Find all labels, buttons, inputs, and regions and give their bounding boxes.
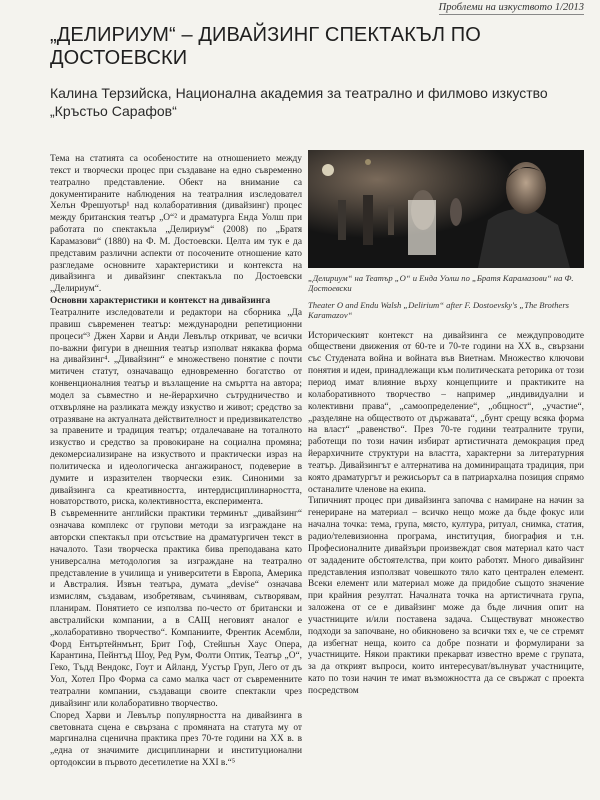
paragraph: Историческият контекст на дивайзинга се междупроводите обществени движения от 60-те и 70-те години на XX в., свързани със Студената война и войната във Виетнам. Множество ключови понятия и идеи, принадлежащи към политическата реторика от този период имат влияние върху концепциите и практиките на колаборативното творчество – например „индивидуални и колективни права“, „самоопределение“, „общност“, „участие“, „разделяне на обществото от държавата“, „бунт срещу всяка форма на власт“ „равенство“. През 70-те години театралните трупи, работещи по този начин избират артистичната демокрация пред йерархичните структури на властта, характерни за литературния театър. Дивайзингът е алтернатива на доминиращата традиция, при която драматургът и режисьорът са в патриархална позиция спрямо останалите членове на екипа. bbox=[308, 330, 584, 495]
article-title: „ДЕЛИРИУМ“ – ДИВАЙЗИНГ СПЕКТАКЪЛ ПО ДОСТОЕВСКИ bbox=[50, 24, 481, 69]
caption-en: Theater O and Endu Walsh „Delirium“ after F. Dostoevsky's „The Brothers Karamazov“ bbox=[308, 299, 570, 321]
right-column bbox=[308, 150, 588, 796]
photo-caption bbox=[308, 273, 580, 321]
paragraph: Театралните изследователи и редактори на сборника „Да правиш съвременен театър: международни репетиционни процеси“³ Джен Харви и Анди Левълър откриват, че всички по-важни фигури в днешния театър изполват някаква форма на дивайзинг⁴. „Дивайзинг“ е множествено понятие с почти митичен статут, означаващо едновременно богатство от конвенционалния театър и възлащение на смъртта на автора; модел за съвместно и не-йерархично сътрудничество и отхвърляне на разликата между изкуство и живот; средство за отразяване на актуалната действителност и предизвикателство за правените и традиция театър; отдалечаване на тоталното изкуство и средство за провокиране на социална промяна; декомерсиализиране на изкуството и практически израз на политическа и идеологическа ангажираност, подеверие в думите и изразителен творчески език. Синоними за дивайзинга са креативността, интердисциплинарността, новаторството, риска, колективността, експеримента. bbox=[50, 307, 302, 508]
paragraph: Тема на статията са особеностите на отношението между текст и творчески процес при създаване на едно съвременно театрално представление. Обект на внимание са документираните наблюдения на театралния изследовател Хелън Фрешуотър¹ над колаборативния (дивайзинг) процес между британския театър „О“² и драматурга Енда Уолш при работата по спектакъла „Делириум“ (2008) по „Братя Карамазови“ (1880) на Ф. М. Достоевски. Целта им тук е да представим различни аспекти от посочените отношение като разгледаме основните характеристики и контекста на дивайзинга и дивайзинг спектакъла по Достоевски „Делириум“. bbox=[50, 154, 302, 295]
section-subheading: Основни характеристики и контекст на дивайзинга bbox=[50, 296, 271, 307]
left-column bbox=[50, 154, 302, 796]
right-body bbox=[308, 331, 584, 698]
article-authors: Калина Терзийска, Национална академия за театрално и филмово изкуство „Кръстьо Сарафов“ bbox=[50, 85, 548, 119]
photo-icon bbox=[308, 150, 584, 268]
theatre-photo bbox=[308, 150, 584, 268]
paragraph: Според Харви и Левълър популярността на дивайзинга в световната сцена е свързана с промяната на статута му от маргинална сценична практика през 70-те години на XX в. в „една от значимите дисциплинарни и институционални ортодоксии в първото десетилетие на XXI в.“⁵ bbox=[50, 710, 302, 769]
paragraph: В съвременните английски практики терминът „дивайзинг“ означава комплекс от групови методи за изграждане на авторски спектакъл при отсъствие на драматургичен текст в началото. Тази творческа практика бива преподавана като универсална методология за изграждане на театрално представление в училища и университети в Европа, Америка и Австралия. Извън театъра, думата „devise“ означава измислям, създавам, изобретявам, съчинявам, сътворявам, планирам. Понятието се използва по-често от британски и австралийски компании, а в САЩ неговият аналог е „колаборативно творчество“. Компаниите, Френтик Асембли, Форд Ентъртейнмънт, Брит Гоф, Стейшън Хаус Опера, Карантина, Пейнтъд Шоу, Ред Рум, Фолти Оптик, Театър „О“, Геко, Тъдд Вендокс, Гоут и Айланд, Уустър Груп, Лего от дъ Уол, Хотел Про Форма са само малка част от съвременните театрални компании, създаващи своите спектакли чрез дивайзинг или колаборативно творчество. bbox=[50, 509, 302, 709]
paragraph: Типичният процес при дивайзинга започва с намиране на начин за генериране на материал – всичко нещо може да бъде фокус или начална точка: тема, група, място, култура, ритуал, снимка, статия, радио/телевизионна програма, институция, биография и т.н. Професионалните дивайзъри произвеждат своя материал като част от зададените обстоятелства, при които работят. Много дивайзинг представления използват човешкото тяло като централен елемент. Всеки елемент или материал може да придобие същото значение при крайния резултат. Началната точка на артистичната група, заложена от се е дивайзинг може да бъде личния опит на участниците и/или поставена задача. Съществуват множество подходи за започване, но обикновено за всички тях е, че се стремят да избегнат неща, които са добре познати и формулирани за участниците. Някои практики прекарват известно време с групата, за да открият въпроси, които интересуват/вълнуват участниците, като по този начин те имат възможността да се свържат с проекта посредством bbox=[308, 496, 584, 696]
running-head: Проблеми на изкуството 1/2013 bbox=[438, 2, 584, 13]
caption-bg: „Делириум“ на Театър „О“ и Енда Уолш по „Братя Карамазови“ на Ф. Достоевски bbox=[308, 273, 574, 294]
